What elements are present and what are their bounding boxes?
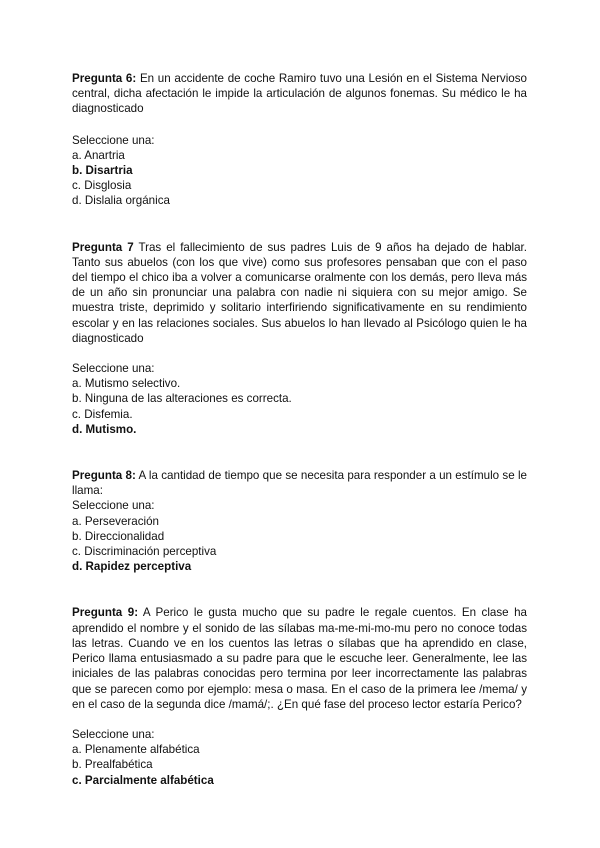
option-a: a. Anartria (72, 148, 125, 162)
select-prompt: Seleccione una: (72, 133, 155, 147)
question-6 (72, 71, 527, 209)
question-label: Pregunta 8: (72, 469, 136, 483)
question-label: Pregunta 9: (72, 606, 139, 620)
question-body: A Perico le gusta mucho que su padre le regale cuentos. En clase ha aprendido el nombre y el sonido de las sílabas ma-me-mi-mo-mu pero no conoce todas las letras. Cuando ve en los cuentos las letras o sílabas que ha aprendido en clase, Perico llama entusiasmado a su padre para que le escuche leer. Generalmente, lee las iniciales de las palabras conocidas pero termina por leer incorrectamente las palabras que se parecen como por ejemplo: mesa o masa. En el caso de la primera lee /mema/ y en el caso de la segunda dice /mamá/;. ¿En qué fase del proceso lector estaría Perico? (72, 606, 527, 711)
select-prompt: Seleccione una: (72, 499, 155, 513)
option-a: a. Plenamente alfabética (72, 743, 200, 757)
question-body: En un accidente de coche Ramiro tuvo una Lesión en el Sistema Nervioso central, dicha afectación le impide la articulación de algunos fonemas. Su médico le ha diagnosticado (72, 72, 527, 116)
question-body: Tras el fallecimiento de sus padres Luis de 9 años ha dejado de hablar. Tanto sus abuelos (con los que vive) como sus profesores pensaban que con el paso del tiempo el chico iba a volver a comunicarse oralmente con los demás, pero lleva más de un año sin pronunciar una palabra con nadie ni siquiera con su mejor amigo. Se muestra triste, deprimido y solitario interfiriendo significativamente en su rendimiento escolar y en las relaciones sociales. Sus abuelos lo han llevado al Psicólogo quien le ha diagnosticado (72, 240, 528, 345)
question-text (72, 240, 527, 346)
question-9 (72, 605, 527, 787)
document-page (72, 71, 527, 788)
question-label: Pregunta 6: (72, 72, 137, 85)
option-b: b. Direccionalidad (72, 529, 165, 543)
question-7 (72, 240, 527, 437)
select-prompt: Seleccione una: (72, 727, 155, 741)
option-d: d. Rapidez perceptiva (72, 560, 192, 574)
option-a: a. Mutismo selectivo. (72, 377, 181, 391)
option-d: d. Dislalia orgánica (72, 194, 170, 208)
options-list (72, 376, 527, 437)
question-text (72, 605, 527, 711)
option-b: b. Ninguna de las alteraciones es correcta. (72, 392, 292, 406)
option-b: b. Prealfabética (72, 758, 153, 772)
option-c: c. Disglosia (72, 179, 132, 193)
question-label: Pregunta 7 (72, 240, 134, 254)
option-c: c. Discriminación perceptiva (72, 545, 217, 559)
question-body: A la cantidad de tiempo que se necesita para responder a un estímulo se le llama: (72, 469, 527, 498)
options-list (72, 148, 527, 209)
options-list (72, 514, 527, 575)
option-d: d. Mutismo. (72, 422, 137, 436)
options-list (72, 742, 527, 788)
select-prompt: Seleccione una: (72, 362, 155, 376)
option-b: b. Disartria (72, 164, 133, 178)
question-text (72, 468, 527, 498)
question-text (72, 71, 527, 117)
option-c: c. Disfemia. (72, 407, 133, 421)
option-c: c. Parcialmente alfabética (72, 773, 214, 787)
option-a: a. Perseveración (72, 514, 159, 528)
question-8 (72, 468, 527, 574)
